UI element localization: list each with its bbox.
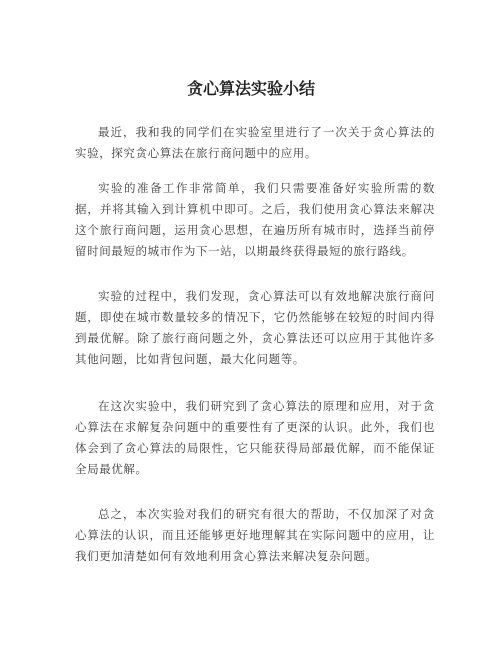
paragraph-conclusion: 总之，本次实验对我们的研究有很大的帮助，不仅加深了对贪心算法的认识，而且还能够更好地理解其在实际问题中的应用，让我们更加清楚如何有效地利用贪心算法来解决复杂问题。 — [75, 507, 435, 563]
document-title: 贪心算法实验小结 — [186, 79, 315, 98]
paragraph-findings: 在这次实验中，我们研究到了贪心算法的原理和应用，对于贪心算法在求解复杂问题中的重要性有了更深的认识。此外，我们也体会到了贪心算法的局限性，它只能获得局部最优解，而不能保证全局最优解。 — [75, 399, 435, 476]
paragraph-intro: 最近，我和我的同学们在实验室里进行了一次关于贪心算法的实验，探究贪心算法在旅行商问题中的应用。 — [75, 125, 435, 160]
paragraph-preparation: 实验的准备工作非常简单，我们只需要准备好实验所需的数据，并将其输入到计算机中即可。之后，我们使用贪心算法来解决这个旅行商问题，运用贪心思想，在遍历所有城市时，选择当前停留时间最短的城市作为下一站，以期最终获得最短的旅行路线。 — [75, 181, 435, 258]
paragraph-process: 实验的过程中，我们发现，贪心算法可以有效地解决旅行商问题，即使在城市数量较多的情况下，它仍然能够在较短的时间内得到最优解。除了旅行商问题之外，贪心算法还可以应用于其他许多其他问题，比如背包问题，最大化问题等。 — [75, 289, 435, 366]
